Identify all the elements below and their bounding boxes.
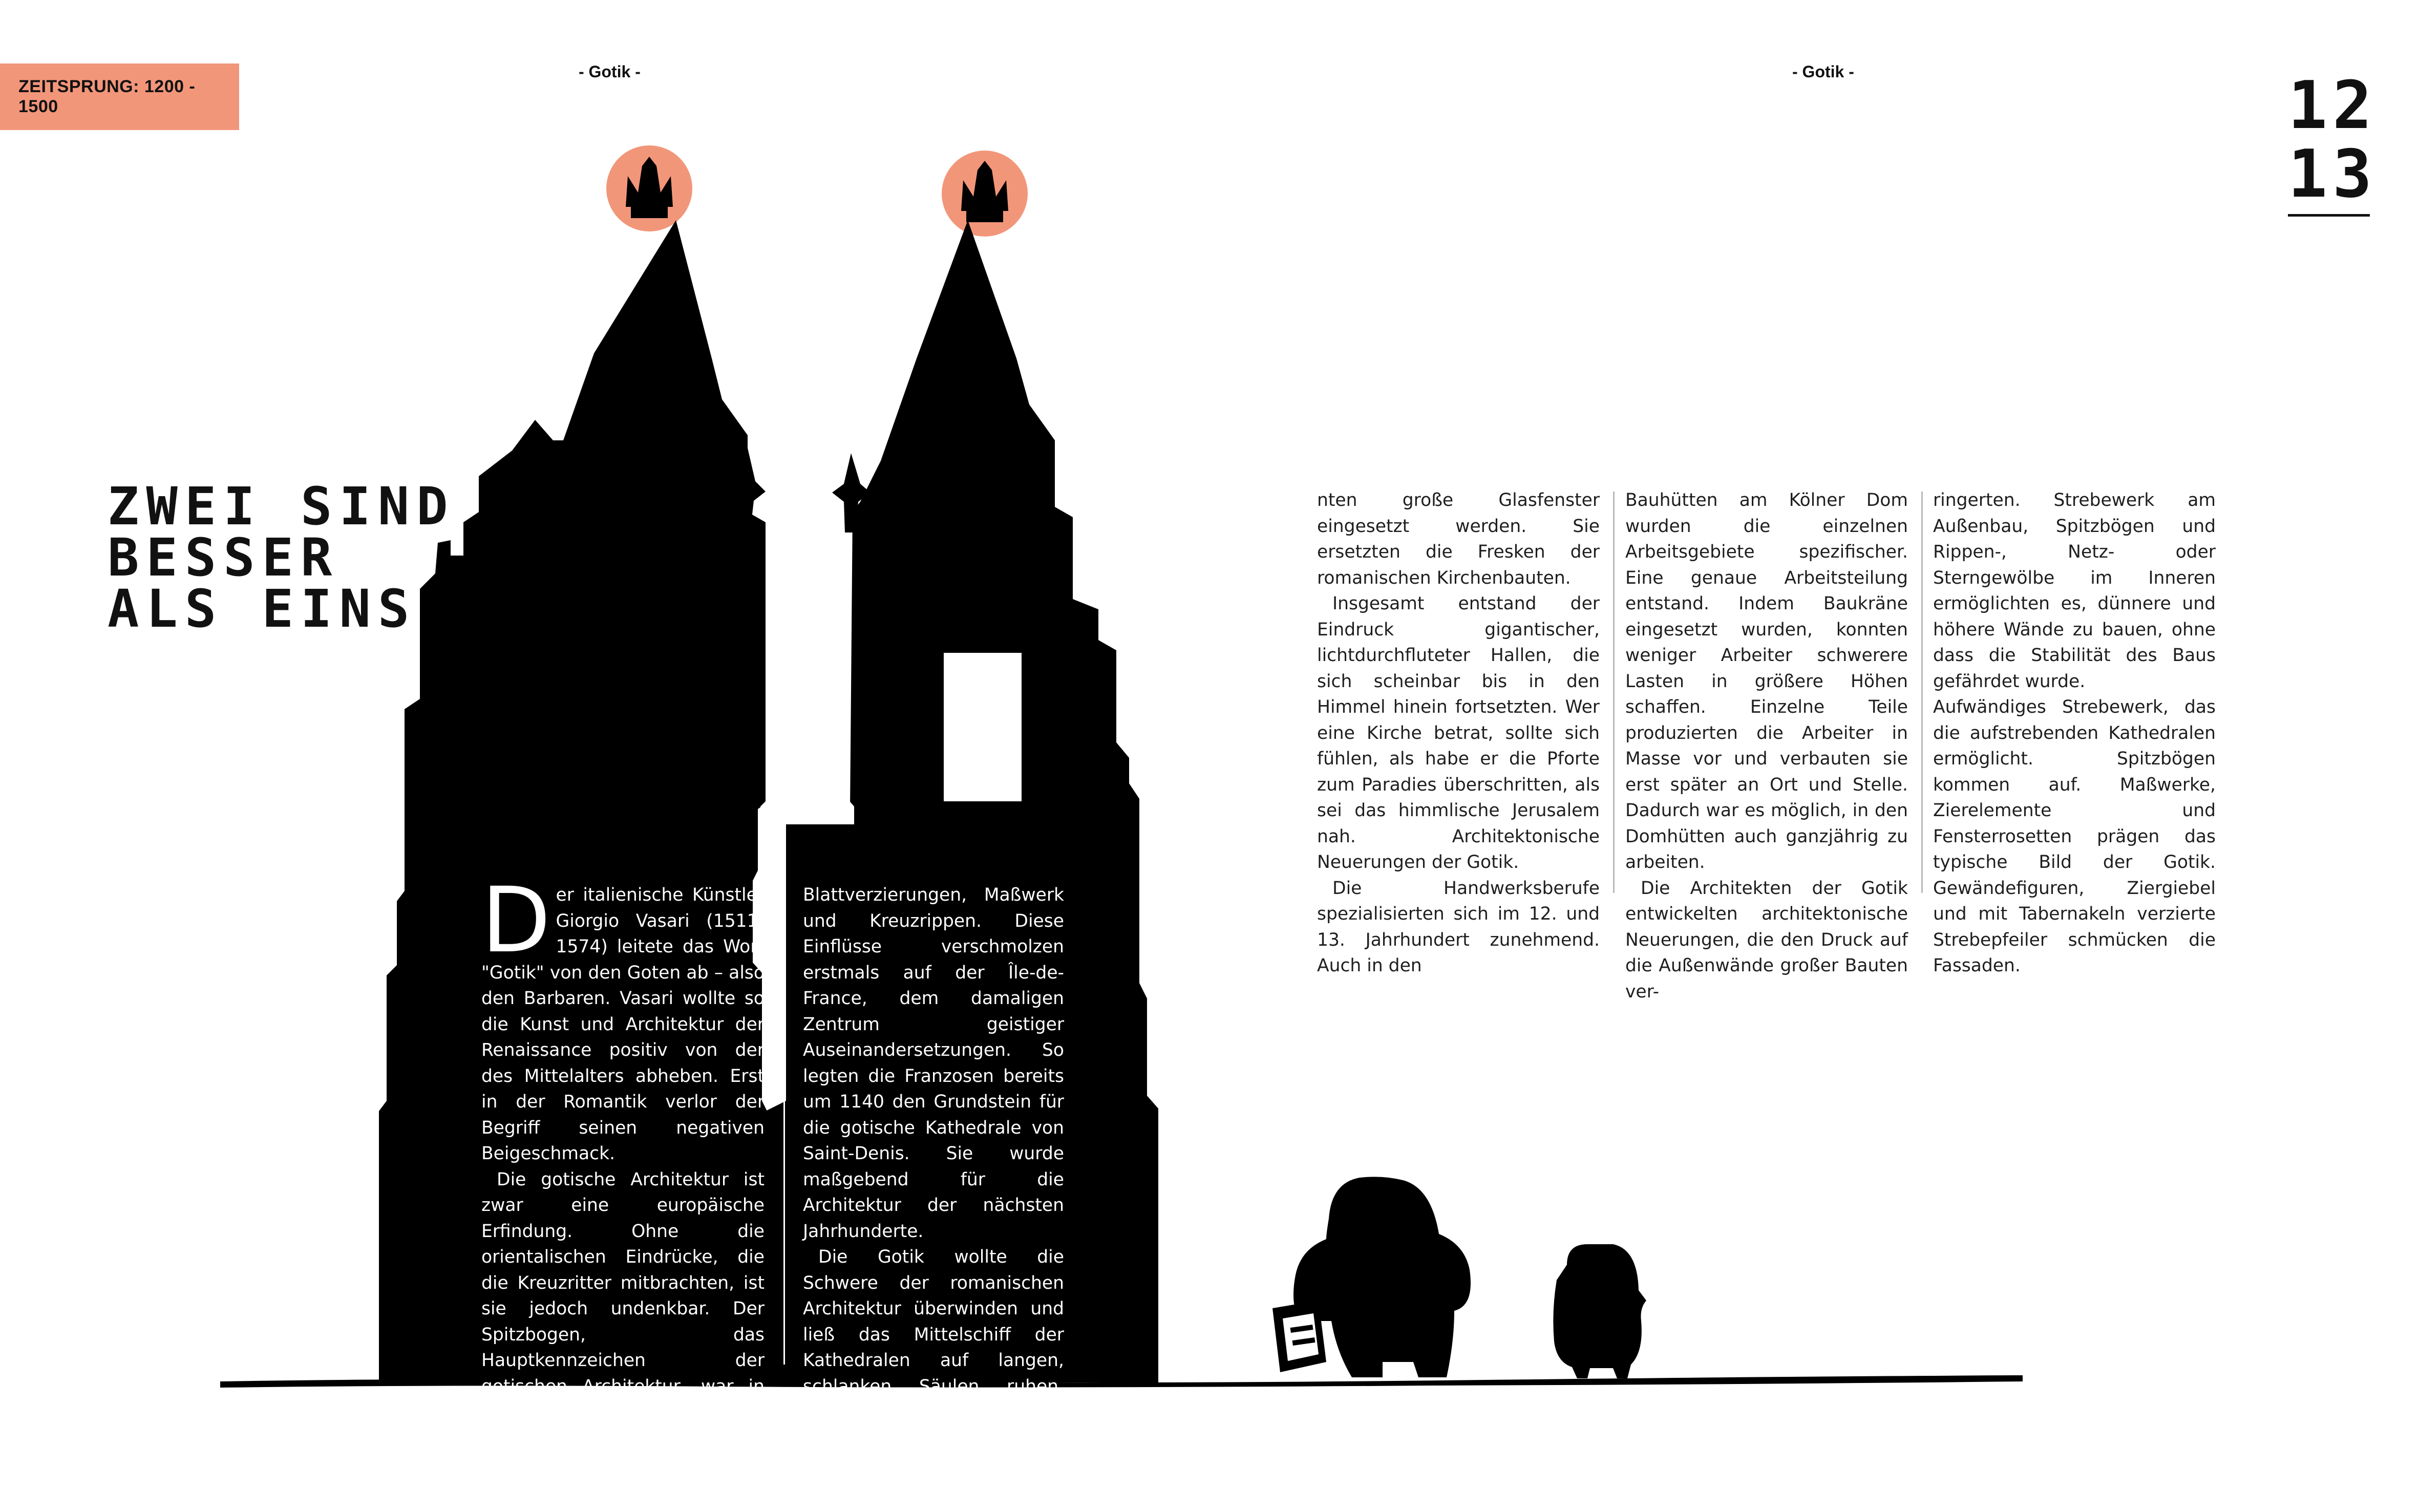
column-3-paragraph-1: nten große Glasfenster eingesetzt werden. Sie ersetzten die Fresken der romanischen Kirchenbauten. [1317,490,1600,588]
headline-line-1: ZWEI SIND [108,476,455,537]
cathedral-window [944,653,1022,801]
hooded-figure-icon [1553,1244,1646,1378]
column-5-paragraph-1: ringerten. Strebewerk am Außenbau, Spitzbögen und Rippen-, Netz- oder Sterngewölbe im Inneren ermöglichten es, dünnere und höhere Wände zu bauen, ohne dass die Stabilität des Baus gefährdet wurde. [1933,490,2216,692]
column-1-paragraph-1: er italienische Künstler Giorgio Vasari (1511-1574) leitete das Wort "Gotik" von den Goten ab – also den Barbaren. Vasari wollte so die Kunst und Architektur der Renaissance positiv von der des Mittelalters abheben. Erst in der Romantik verlor der Begriff seinen negativen Beigeschmack. [481,885,765,1164]
column-5-paragraph-2: Aufwändiges Strebewerk, das die aufstrebenden Kathedralen ermöglicht. Spitzbögen kommen auf. Maßwerke, Zierelemente und Fensterrosetten prägen das typische Bild der Gotik. Gewändefiguren, Ziergiebel und mit Tabernakeln verzierte Strebepfeiler schmücken die Fassaden. [1933,697,2216,976]
column-divider-2 [1921,492,1923,893]
column-4-paragraph-2: Die Architekten der Gotik entwickelten architektonische Neuerungen, die den Druck auf die Außenwände großer Bauten ver- [1625,878,1908,1002]
running-head-left: - Gotik - [579,62,641,81]
headline-line-2: BESSER [108,527,339,588]
article-column-2 [803,882,1064,1477]
page-number-left: 12 [2288,68,2378,144]
column-1-paragraph-2: Die gotische Architektur ist zwar eine europäische Erfindung. Ohne die orientalischen Eindrücke, die die Kreuzritter mitbrachten, ist sie jedoch undenkbar. Der Spitzbogen, das Hauptkennzeichen der gotischen Architektur, war in Persien und Ägypten schon seit Jahrhunderten bekannt, ebenso [481,1169,765,1449]
column-divider-dark [783,886,785,1365]
column-4-paragraph-1: Bauhütten am Kölner Dom wurden die einzelnen Arbeitsgebiete spezifischer. Eine genaue Arbeitsteilung entstand. Indem Baukräne eingesetzt wurden, konnten weniger Arbeiter schwerere Lasten in größere Höhen schaffen. Einzelne Teile produzierten die Arbeiter in Masse vor und verbauten sie erst später an Ort und Stelle. Dadurch war es möglich, in den Domhütten auch ganzjährig zu arbeiten. [1625,490,1908,872]
article-column-5 [1933,487,2216,979]
column-2-paragraph-1: Blattverzierungen, Maßwerk und Kreuzrippen. Diese Einflüsse verschmolzen erstmals auf der Île-de-France, dem damaligen Zentrum geistiger Auseinandersetzungen. So legten die Franzosen bereits um 1140 den Grundstein für die gotische Kathedrale von Saint-Denis. Sie wurde maßgebend für die Architektur der nächsten Jahrhunderte. [803,885,1064,1242]
stonemason-figure-icon [1272,1177,1471,1377]
article-column-1 [481,868,765,1451]
page-number-right: 13 [2288,136,2378,212]
column-3-paragraph-2: Insgesamt entstand der Eindruck gigantischer, lichtdurchfluteter Hallen, die sich scheinbar bis in den Himmel hinein fortsetzten. Wer eine Kirche betrat, sollte sich fühlen, als habe er die Pforte zum Paradies überschritten, als sei das himmlische Jerusalem nah. Architektonische Neuerungen der Gotik. [1317,593,1600,872]
column-divider-1 [1613,492,1615,893]
arch-notch [760,732,854,824]
drop-cap: D [481,868,551,973]
article-column-3 [1317,487,1600,979]
column-3-paragraph-3: Die Handwerksberufe spezialisierten sich im 12. und 13. Jahrhundert zunehmend. Auch in den [1317,878,1600,976]
headline-line-3: ALS EINS [108,579,417,640]
section-tag: ZEITSPRUNG: 1200 - 1500 [0,63,239,130]
running-head-right: - Gotik - [1792,62,1854,81]
article-column-4 [1625,487,1908,1005]
column-2-paragraph-2: Die Gotik wollte die Schwere der romanischen Architektur überwinden und ließ das Mittelschiff der Kathedralen auf langen, schlanken Säulen ruhen. Strebepfeiler stabilisierten die Außenmauern, erstmals kon [803,1247,1064,1474]
